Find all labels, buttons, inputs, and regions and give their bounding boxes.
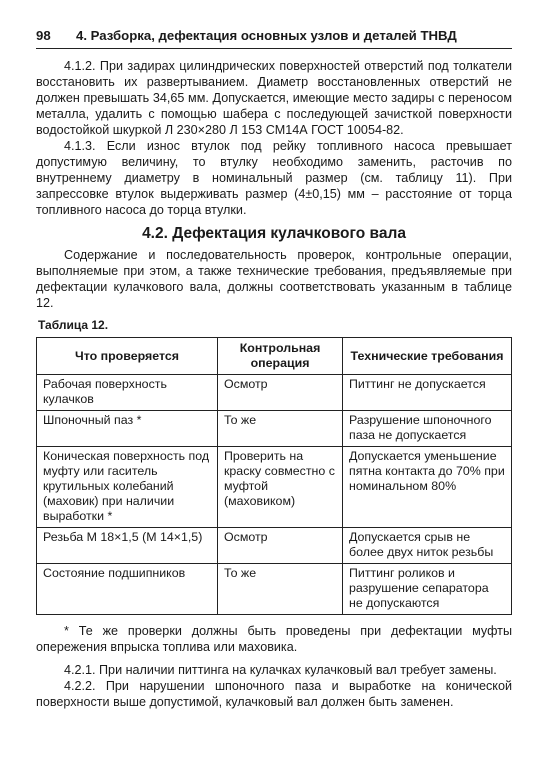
section-heading: 4.2. Дефектация кулачкового вала	[142, 225, 406, 242]
table-cell: Осмотр	[218, 528, 343, 564]
table-row	[37, 447, 512, 528]
column-header-what: Что проверяется	[37, 338, 218, 375]
table-cell: Резьба М 18×1,5 (М 14×1,5)	[37, 528, 218, 564]
column-header-requirements: Технические требования	[343, 338, 512, 375]
table-cell: То же	[218, 564, 343, 615]
paragraph-4-1-3: 4.1.3. Если износ втулок под рейку топливного насоса превышает допустимую величину, то втулку необходимо заменить, расточив по внутреннему диаметру в номинальный размер (см. таблицу 11). При запрессовке втулок выдерживать размер (4±0,15) мм – расстояние от торца топливного насоса до торца втулки.	[36, 139, 512, 217]
chapter-title: 4. Разборка, дефектация основных узлов и деталей ТНВД	[76, 28, 457, 43]
table-cell: Допускается срыв не более двух ниток резьбы	[343, 528, 512, 564]
page-number: 98	[36, 28, 51, 43]
running-header	[36, 28, 512, 49]
page-body	[36, 58, 512, 710]
table-cell: Проверить на краску совместно с муфтой (маховиком)	[218, 447, 343, 528]
table-cell: Питтинг не допускается	[343, 375, 512, 411]
inspection-table	[36, 337, 512, 615]
table-caption: Таблица 12.	[38, 318, 109, 332]
paragraph-4-2-2: 4.2.2. При нарушении шпоночного паза и выработке на конической поверхности выше допустимой, кулачковый вал должен быть заменен.	[36, 679, 512, 709]
section-intro: Содержание и последовательность проверок, контрольные операции, выполняемые при этом, а также технические требования, предъявляемые при дефектации кулачкового вала, должны соответствовать указанным в таблице 12.	[36, 248, 512, 310]
table-cell: Осмотр	[218, 375, 343, 411]
table-row	[37, 375, 512, 411]
table-cell: Питтинг роликов и разрушение сепаратора не допускаются	[343, 564, 512, 615]
table-cell: Состояние подшипников	[37, 564, 218, 615]
column-header-operation: Контрольная операция	[218, 338, 343, 375]
paragraph-4-1-2: 4.1.2. При задирах цилиндрических поверхностей отверстий под толкатели восстановить их развертыванием. Диаметр восстановленных отверстий не должен превышать 34,65 мм. Допускается, имеющие место задиры с переносом металла, удалить с помощью шабера с последующей зачисткой поверхности водостойкой шкуркой Л 230×280 Л 153 СМ14А ГОСТ 10054-82.	[36, 59, 512, 137]
table-cell: Допускается уменьшение пятна контакта до 70% при номинальном 80%	[343, 447, 512, 528]
table-footnote: * Те же проверки должны быть проведены при дефектации муфты опережения впрыска топлива или маховика.	[36, 624, 512, 654]
paragraph-4-2-1: 4.2.1. При наличии питтинга на кулачках кулачковый вал требует замены.	[64, 663, 497, 677]
table-header-row	[37, 338, 512, 375]
table-row	[37, 411, 512, 447]
table-row	[37, 564, 512, 615]
table-cell: Шпоночный паз *	[37, 411, 218, 447]
table-cell: То же	[218, 411, 343, 447]
table-cell: Рабочая поверхность кулачков	[37, 375, 218, 411]
table-cell: Коническая поверхность под муфту или гаситель крутильных колебаний (маховик) при наличии выработки *	[37, 447, 218, 528]
table-cell: Разрушение шпоночного паза не допускается	[343, 411, 512, 447]
table-row	[37, 528, 512, 564]
